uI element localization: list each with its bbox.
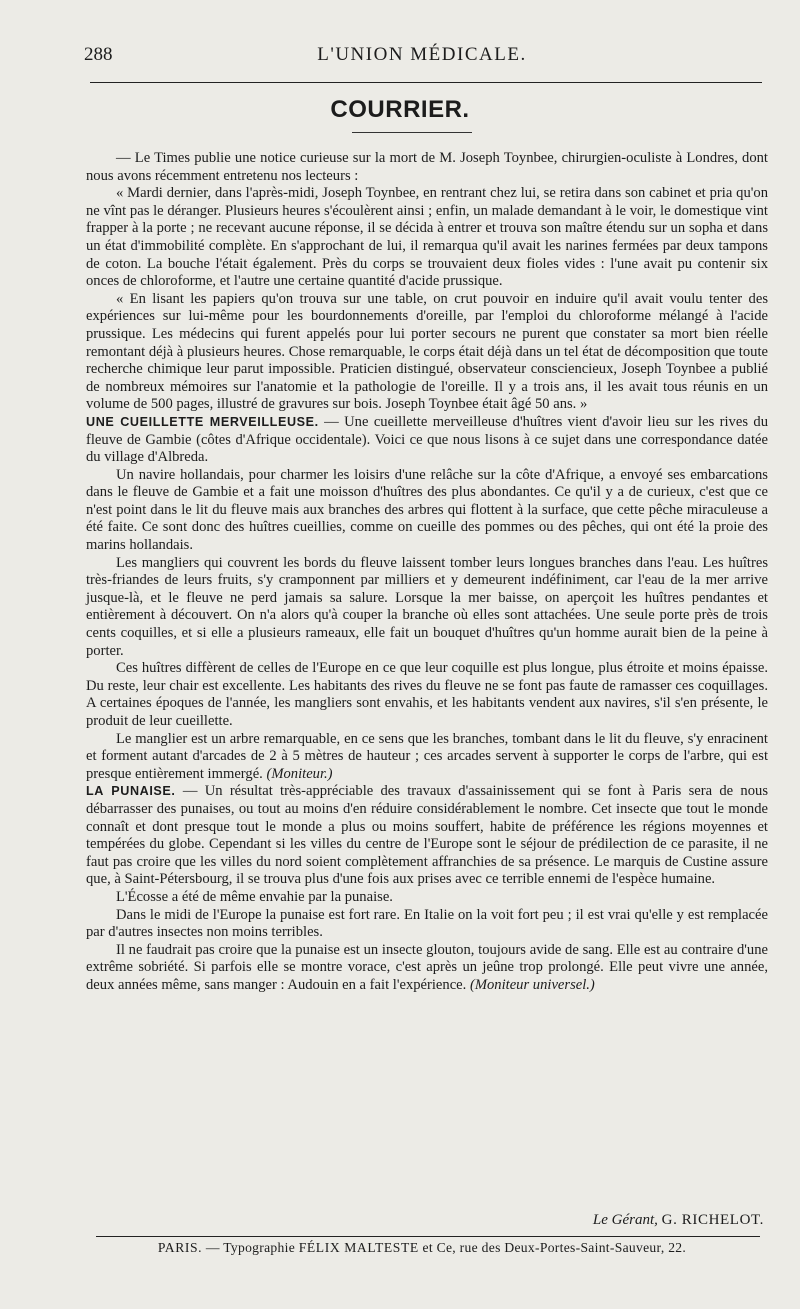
printer-footer bbox=[84, 1240, 760, 1256]
signature-name: G. RICHELOT. bbox=[661, 1212, 764, 1228]
article-body bbox=[86, 150, 768, 995]
footer-city: PARIS. bbox=[157, 1240, 203, 1255]
paragraph-punaise-intro bbox=[86, 783, 768, 889]
running-title: L'UNION MÉDICALE. bbox=[317, 44, 527, 65]
page-header bbox=[84, 44, 760, 72]
paragraph-cueillette-text: — Une cueillette merveilleuse d'huîtres vient d'avoir lieu sur les rives du fleuve de Gambie (côtes d'Afrique occidentale). Voici ce que nous lisons à ce sujet dans une correspondance datée du village d'Albreda. bbox=[86, 413, 768, 466]
paragraph-midi: Dans le midi de l'Europe la punaise est fort rare. En Italie on la voit fort peu ; il est vrai qu'elle y est remplacée par d'autres insectes non moins terribles. bbox=[86, 906, 768, 941]
paragraph-cueillette-intro bbox=[86, 414, 768, 467]
paragraph-navire: Un navire hollandais, pour charmer les loisirs d'une relâche sur la côte d'Afrique, a envoyé ses embarcations dans le fleuve de Gambie et a fait une moisson d'huîtres des plus abondantes. Ce qu'il y a de curieux, c'est que ce n'est point dans le lit du fleuve mais aux branches des arbres qui flottent à la surface, que cette pêche miraculeuse a été faite. Ce sont donc des huîtres cueillies, comme on cueille des pommes ou des pêches, qui ont été la proie des marins hollandais. bbox=[86, 466, 768, 554]
paragraph-sobriete bbox=[86, 942, 768, 995]
source-moniteur: (Moniteur.) bbox=[266, 765, 333, 782]
paragraph-manglier bbox=[86, 731, 768, 784]
footer-printer: FÉLIX MALTESTE bbox=[298, 1240, 419, 1255]
footer-rule bbox=[96, 1236, 760, 1237]
signature bbox=[520, 1212, 764, 1229]
paragraph-ecosse: L'Écosse a été de même envahie par la punaise. bbox=[116, 888, 393, 905]
paragraph-manglier-text: Le manglier est un arbre remarquable, en ce sens que les branches, tombant dans le lit du fleuve, s'y enracinent et forment autant d'arcades de 2 à 5 mètres de hauteur ; ces arcades servent à supporter le corps de l'arbre, qui est presque entièrement immergé. bbox=[86, 730, 768, 782]
title-rule bbox=[352, 132, 472, 133]
page-number: 288 bbox=[84, 44, 113, 65]
heading-punaise: LA PUNAISE. bbox=[86, 784, 176, 799]
header-rule bbox=[90, 82, 762, 83]
signature-label: Le Gérant, bbox=[592, 1212, 658, 1228]
paragraph-punaise-text: — Un résultat très-appréciable des travaux d'assainissement qui se font à Paris sera de nous débarrasser des punaises, ou tout au moins d'en réduire considérablement le nombre. Cet insecte que tout le monde connaît et dont presque tout le monde a plus ou moins souffert, habite de préférence les régions moyennes et tempérées du globe. Cependant si les villes du centre de l'Europe sont le séjour de prédilection de ce parasite, il ne faut pas croire que les villes du nord soient complètement affranchies de sa présence. Le marquis de Custine assure que, à Saint-Pétersbourg, il se trouva plus d'une fois aux prises avec ce terrible ennemi de l'espèce humaine. bbox=[86, 783, 769, 888]
paragraph-toynbee-quote-2: « En lisant les papiers qu'on trouva sur une table, on crut pouvoir en induire qu'il avait voulu tenter des expériences sur lui-même pour les bourdonnements d'oreille, par l'emploi du chloroforme mélangé à l'acide prussique. Les médecins qui furent appelés pour lui porter secours ne purent que constater sa mort bien réelle remontant déjà à plusieurs heures. Chose remarquable, le corps était déjà dans un tel état de décomposition que toute recherche chimique leur parut impossible. Praticien distingué, observateur consciencieux, Joseph Toynbee a publié de nombreux mémoires sur l'anatomie et la pathologie de l'oreille. Il y a trois ans, il les avait tous réunis en un volume de 500 pages, illustré de gravures sur bois. Joseph Toynbee était âgé 50 ans. » bbox=[86, 290, 768, 413]
footer-text-b: et Ce, rue des Deux-Portes-Saint-Sauveur, 22. bbox=[418, 1240, 687, 1255]
footer-text-a: — Typographie bbox=[202, 1240, 299, 1255]
paragraph-sobriete-text: Il ne faudrait pas croire que la punaise est un insecte glouton, toujours avide de sang. Elle est au contraire d'une extrême sobriété. Si parfois elle se montre vorace, c'est après un jeûne trop prolongé. Elle peut vivre une année, deux années même, sans manger : Audouin en a fait l'expérience. bbox=[86, 941, 768, 993]
paragraph-toynbee-quote-1: « Mardi dernier, dans l'après-midi, Joseph Toynbee, en rentrant chez lui, se retira dans son cabinet et pria qu'on ne vînt pas le déranger. Plusieurs heures s'écoulèrent ainsi ; enfin, un malade demandant à le voir, le domestique vint frapper à la porte ; ne recevant aucune réponse, il se décida à entrer et trouva son maître étendu sur un sopha et dans un état d'immobilité complète. En s'approchant de lui, il remarqua qu'il avait les narines fermées par deux tampons de coton. La bouche l'était également. Près du corps se trouvaient deux fioles vides : l'une avait pu contenir six onces de chloroforme, et l'autre une certaine quantité d'acide prussique. bbox=[86, 185, 768, 290]
paragraph-huitres: Ces huîtres diffèrent de celles de l'Europe en ce que leur coquille est plus longue, plus étroite et moins épaisse. Du reste, leur chair est excellente. Les habitants des rives du fleuve ne se font pas faute de ramasser ces coquillages. A certaines époques de l'année, les mangliers sont envahis, et les habitants vendent aux navires, s'il s'en présente, le produit de leur cueillette. bbox=[86, 660, 768, 729]
paragraph-toynbee-intro: — Le Times publie une notice curieuse sur la mort de M. Joseph Toynbee, chirurgien-oculiste à Londres, dont nous avons récemment entretenu nos lecteurs : bbox=[86, 150, 768, 184]
section-title: COURRIER. bbox=[330, 96, 470, 123]
paragraph-mangliers: Les mangliers qui couvrent les bords du fleuve laissent tomber leurs longues branches dans l'eau. Les huîtres très-friandes de leurs fruits, s'y cramponnent par milliers et y demeurent indéfiniment, car l'eau de la mer arrive jusque-là, et le fleuve ne perd jamais sa salure. Lorsque la mer baisse, on aperçoit les huîtres pendantes et entièrement à découvert. On n'a alors qu'à couper la branche où elles sont attachées. Une seule porte près de trois cents coquilles, et si elle a plusieurs rameaux, elle fait un bouquet d'huîtres qu'un homme aurait bien de la peine à porter. bbox=[86, 554, 768, 659]
source-moniteur-universel: (Moniteur universel.) bbox=[469, 976, 595, 993]
heading-cueillette: UNE CUEILLETTE MERVEILLEUSE. bbox=[86, 414, 319, 429]
